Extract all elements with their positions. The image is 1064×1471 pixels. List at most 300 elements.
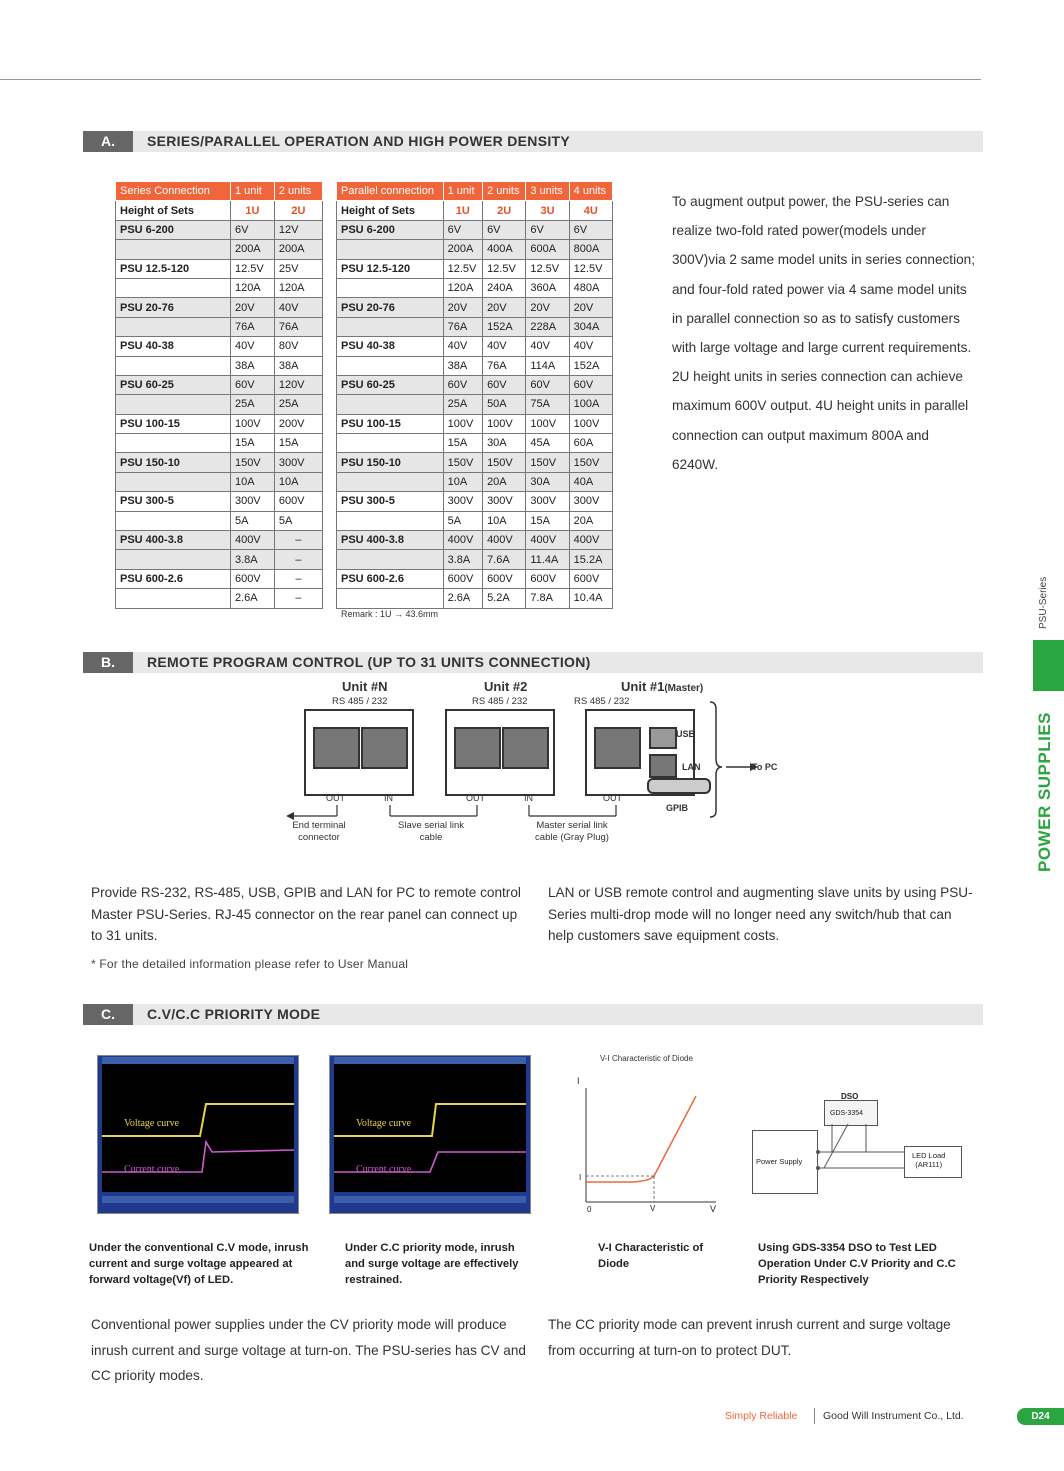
value-cell: 25A xyxy=(230,395,274,414)
table-row xyxy=(337,589,613,608)
value-cell: 100V xyxy=(443,414,482,433)
table-row xyxy=(116,298,323,317)
setup-wiring xyxy=(752,1090,982,1200)
caption-dso-test: Using GDS-3354 DSO to Test LED Operation Under C.V Priority and C.C Priority Respectively xyxy=(758,1242,956,1286)
value-cell: 38A xyxy=(274,356,322,375)
value-cell: 12.5V xyxy=(526,259,569,278)
model-cell: PSU 60-25 xyxy=(337,375,444,394)
value-cell: 6V xyxy=(526,220,569,239)
value-cell: 120A xyxy=(443,278,482,297)
unit-1-name: Unit #1 xyxy=(621,679,665,694)
table-row xyxy=(337,220,613,239)
value-cell: 12.5V xyxy=(483,259,526,278)
model-cell xyxy=(116,550,231,569)
value-cell: 40A xyxy=(569,472,612,491)
value-cell: 10A xyxy=(483,511,526,530)
table-row xyxy=(337,278,613,297)
value-cell: 100V xyxy=(569,414,612,433)
model-cell: PSU 600-2.6 xyxy=(337,569,444,588)
unit-n-out-label: OUT xyxy=(326,793,345,803)
value-cell: 60V xyxy=(569,375,612,394)
height-cell: 4U xyxy=(569,201,612,220)
dso-test-setup-diagram xyxy=(752,1090,982,1200)
value-cell: 20V xyxy=(230,298,274,317)
table-row xyxy=(116,453,323,472)
height-row xyxy=(337,201,613,220)
remote-control-diagram xyxy=(280,675,800,855)
table-row xyxy=(116,317,323,336)
value-cell: 6V xyxy=(483,220,526,239)
model-cell xyxy=(116,395,231,414)
value-cell: 300V xyxy=(230,492,274,511)
table-row xyxy=(116,395,323,414)
value-cell: 600A xyxy=(526,240,569,259)
value-cell: 76A xyxy=(274,317,322,336)
dso-label: DSO xyxy=(841,1092,859,1101)
model-cell xyxy=(116,240,231,259)
value-cell: 120A xyxy=(274,278,322,297)
value-cell: 6V xyxy=(569,220,612,239)
value-cell: 10A xyxy=(230,472,274,491)
value-cell: 152A xyxy=(569,356,612,375)
vi-curve-plot xyxy=(570,1048,730,1218)
unit-2-title: Unit #2 xyxy=(484,679,528,694)
value-cell: 120V xyxy=(274,375,322,394)
footer-company: Good Will Instrument Co., Ltd. xyxy=(823,1410,964,1422)
unit-n-port-label: RS 485 / 232 xyxy=(332,696,388,707)
height-cell: 1U xyxy=(443,201,482,220)
value-cell: 480A xyxy=(569,278,612,297)
value-cell: 5.2A xyxy=(483,589,526,608)
model-cell xyxy=(337,278,444,297)
table-row xyxy=(337,550,613,569)
footer-divider xyxy=(814,1408,815,1424)
value-cell: 2.6A xyxy=(443,589,482,608)
table-header-row xyxy=(337,182,613,201)
cc-mode-scope-screenshot xyxy=(329,1055,531,1214)
model-cell: PSU 6-200 xyxy=(116,220,231,239)
model-cell xyxy=(116,278,231,297)
table-row xyxy=(337,472,613,491)
value-cell: 5A xyxy=(443,511,482,530)
section-title: C.V/C.C PRIORITY MODE xyxy=(147,1006,321,1022)
cv-mode-scope-screenshot xyxy=(97,1055,299,1214)
value-cell: 150V xyxy=(569,453,612,472)
vi-graph-title: V-I Characteristic of Diode xyxy=(600,1054,693,1063)
value-cell: 60V xyxy=(526,375,569,394)
value-cell: 600V xyxy=(569,569,612,588)
value-cell: 150V xyxy=(483,453,526,472)
value-cell: 150V xyxy=(526,453,569,472)
model-cell: PSU 100-15 xyxy=(337,414,444,433)
value-cell: 38A xyxy=(443,356,482,375)
table-header-cell: 1 unit xyxy=(443,182,482,201)
height-cell: Height of Sets xyxy=(116,201,231,220)
table-row xyxy=(116,220,323,239)
value-cell: 15A xyxy=(526,511,569,530)
value-cell: 15.2A xyxy=(569,550,612,569)
table-row xyxy=(116,472,323,491)
value-cell: 20A xyxy=(483,472,526,491)
value-cell: 20V xyxy=(483,298,526,317)
section-a-header xyxy=(83,131,983,152)
table-row xyxy=(337,434,613,453)
value-cell: 600V xyxy=(274,492,322,511)
scope-screen xyxy=(102,1064,294,1192)
value-cell: 7.8A xyxy=(526,589,569,608)
section-b-header xyxy=(83,652,983,673)
model-cell: PSU 600-2.6 xyxy=(116,569,231,588)
table-row xyxy=(337,317,613,336)
value-cell: 200A xyxy=(230,240,274,259)
value-cell: 60V xyxy=(483,375,526,394)
unit-2-out-label: OUT xyxy=(466,793,485,803)
unit-n-title: Unit #N xyxy=(342,679,388,694)
model-cell xyxy=(337,240,444,259)
value-cell: – xyxy=(274,550,322,569)
value-cell: 300V xyxy=(526,492,569,511)
value-cell: 800A xyxy=(569,240,612,259)
section-b-left-paragraph: Provide RS-232, RS-485, USB, GPIB and LAN for PC to remote control Master PSU-Series. RJ-45 connector on the rear panel can connect up to 31 units. xyxy=(91,885,521,943)
value-cell: 12.5V xyxy=(230,259,274,278)
value-cell: 40V xyxy=(230,337,274,356)
table-row xyxy=(337,240,613,259)
master-link-label xyxy=(524,820,620,844)
scope-bottom-bar xyxy=(334,1196,526,1203)
series-connection-table xyxy=(115,181,323,609)
gpib-label: GPIB xyxy=(666,803,689,813)
table-row xyxy=(337,259,613,278)
end-terminal-line-2: connector xyxy=(298,832,340,843)
section-letter: C. xyxy=(83,1004,133,1025)
unit-1-out-label: OUT xyxy=(603,793,622,803)
scope-top-bar xyxy=(102,1057,294,1064)
value-cell: 600V xyxy=(230,569,274,588)
value-cell: 15A xyxy=(274,434,322,453)
model-cell: PSU 6-200 xyxy=(337,220,444,239)
value-cell: 100A xyxy=(569,395,612,414)
value-cell: 400V xyxy=(569,531,612,550)
vi-origin: 0 xyxy=(587,1205,592,1214)
model-cell xyxy=(337,395,444,414)
section-letter: A. xyxy=(83,131,133,152)
to-pc-label: To PC xyxy=(752,762,778,772)
table-row xyxy=(337,569,613,588)
scope-bottom-bar xyxy=(102,1196,294,1203)
section-title: SERIES/PARALLEL OPERATION AND HIGH POWER DENSITY xyxy=(147,133,571,149)
value-cell: 304A xyxy=(569,317,612,336)
value-cell: 150V xyxy=(230,453,274,472)
value-cell: 30A xyxy=(483,434,526,453)
value-cell: 5A xyxy=(230,511,274,530)
value-cell: 400A xyxy=(483,240,526,259)
unit-2-in-label: IN xyxy=(524,793,533,803)
value-cell: 152A xyxy=(483,317,526,336)
model-cell: PSU 12.5-120 xyxy=(337,259,444,278)
series-side-label: PSU-Series xyxy=(1038,576,1049,629)
table-header-cell: 4 units xyxy=(569,182,612,201)
led-load-line-1: LED Load xyxy=(912,1151,946,1160)
value-cell: 40V xyxy=(443,337,482,356)
value-cell: 400V xyxy=(443,531,482,550)
value-cell: 30A xyxy=(526,472,569,491)
model-cell: PSU 300-5 xyxy=(337,492,444,511)
model-cell xyxy=(337,511,444,530)
usb-label: USB xyxy=(676,729,696,739)
table-header-cell: 2 units xyxy=(274,182,322,201)
model-cell: PSU 400-3.8 xyxy=(337,531,444,550)
value-cell: 400V xyxy=(230,531,274,550)
value-cell: 2.6A xyxy=(230,589,274,608)
value-cell: 228A xyxy=(526,317,569,336)
end-terminal-label xyxy=(289,820,349,844)
vi-vf-label: V xyxy=(650,1204,656,1213)
table-row xyxy=(337,298,613,317)
voltage-curve-label: Voltage curve xyxy=(356,1118,412,1129)
value-cell: 25V xyxy=(274,259,322,278)
value-cell: 300V xyxy=(274,453,322,472)
model-cell xyxy=(116,511,231,530)
value-cell: 10A xyxy=(274,472,322,491)
value-cell: 5A xyxy=(274,511,322,530)
model-cell: PSU 150-10 xyxy=(116,453,231,472)
value-cell: 7.6A xyxy=(483,550,526,569)
value-cell: 600V xyxy=(526,569,569,588)
vi-if-label: I xyxy=(579,1173,582,1182)
value-cell: 40V xyxy=(483,337,526,356)
table-header-row xyxy=(116,182,323,201)
value-cell: 400V xyxy=(526,531,569,550)
section-a-paragraph: To augment output power, the PSU-series can realize two-fold rated power(models under 300V)via 2 same model units in series connection; and four-fold rated power via 4 same model units in parallel connection so as to satisfy customers with large voltage and large current requirements. 2U height units in series connection can achieve maximum 600V output. 4U height units in parallel connection can output maximum 800A and 6240W. xyxy=(672,194,975,472)
table-row xyxy=(116,531,323,550)
parallel-connection-table xyxy=(336,181,613,609)
model-cell xyxy=(337,434,444,453)
table-header-cell: Series Connection xyxy=(116,182,231,201)
value-cell: 200A xyxy=(274,240,322,259)
model-cell xyxy=(116,356,231,375)
value-cell: – xyxy=(274,569,322,588)
table-row xyxy=(116,414,323,433)
value-cell: 360A xyxy=(526,278,569,297)
footer-brand: Simply Reliable xyxy=(725,1410,798,1422)
model-cell xyxy=(337,356,444,375)
value-cell: 300V xyxy=(569,492,612,511)
table-row xyxy=(116,259,323,278)
table-row xyxy=(116,434,323,453)
table-row xyxy=(337,531,613,550)
model-cell: PSU 150-10 xyxy=(337,453,444,472)
model-cell xyxy=(116,589,231,608)
table-row xyxy=(116,356,323,375)
value-cell: 600V xyxy=(483,569,526,588)
table-row xyxy=(337,337,613,356)
value-cell: 40V xyxy=(274,298,322,317)
model-cell xyxy=(337,589,444,608)
value-cell: 25A xyxy=(443,395,482,414)
caption-cv-mode: Under the conventional C.V mode, inrush current and surge voltage appeared at forward voltage(Vf) of LED. xyxy=(89,1242,309,1286)
model-cell: PSU 40-38 xyxy=(116,337,231,356)
table-row xyxy=(116,550,323,569)
model-cell xyxy=(337,317,444,336)
model-cell: PSU 100-15 xyxy=(116,414,231,433)
value-cell: 40V xyxy=(569,337,612,356)
power-supply-label: Power Supply xyxy=(756,1157,803,1166)
value-cell: 80V xyxy=(274,337,322,356)
value-cell: 300V xyxy=(443,492,482,511)
vi-characteristic-graph xyxy=(570,1048,730,1218)
value-cell: 100V xyxy=(483,414,526,433)
gds-label: GDS-3354 xyxy=(830,1110,864,1117)
table-row xyxy=(337,453,613,472)
value-cell: 12V xyxy=(274,220,322,239)
value-cell: – xyxy=(274,531,322,550)
value-cell: 12.5V xyxy=(569,259,612,278)
model-cell: PSU 20-76 xyxy=(116,298,231,317)
led-load-line-2: (AR111) xyxy=(915,1160,943,1169)
section-c-right-paragraph: The CC priority mode can prevent inrush current and surge voltage from occurring at turn-on to protect DUT. xyxy=(548,1317,951,1358)
model-cell xyxy=(116,317,231,336)
value-cell: 60V xyxy=(230,375,274,394)
master-tag: (Master) xyxy=(664,683,704,694)
top-rule xyxy=(0,79,981,80)
table-row xyxy=(337,414,613,433)
scope-screen xyxy=(334,1064,526,1192)
table-header-cell: 1 unit xyxy=(230,182,274,201)
section-c-left-paragraph: Conventional power supplies under the CV priority mode will produce inrush current and surge voltage at turn-on. The PSU-series has CV and CC priority modes. xyxy=(91,1317,526,1383)
table-row xyxy=(116,240,323,259)
height-row xyxy=(116,201,323,220)
voltage-curve-label: Voltage curve xyxy=(124,1118,180,1129)
section-letter: B. xyxy=(83,652,133,673)
model-cell: PSU 60-25 xyxy=(116,375,231,394)
value-cell: 11.4A xyxy=(526,550,569,569)
value-cell: 76A xyxy=(443,317,482,336)
unit-n-in-label: IN xyxy=(384,793,393,803)
value-cell: 100V xyxy=(526,414,569,433)
value-cell: 300V xyxy=(483,492,526,511)
table-row xyxy=(337,511,613,530)
scope-top-bar xyxy=(334,1057,526,1064)
end-terminal-line-1: End terminal xyxy=(292,820,346,831)
model-cell xyxy=(337,472,444,491)
value-cell: 150V xyxy=(443,453,482,472)
table-row xyxy=(116,511,323,530)
section-title: REMOTE PROGRAM CONTROL (UP TO 31 UNITS CONNECTION) xyxy=(147,654,591,670)
vi-axis-i: I xyxy=(577,1076,580,1086)
value-cell: 76A xyxy=(483,356,526,375)
value-cell: 76A xyxy=(230,317,274,336)
table-row xyxy=(116,337,323,356)
value-cell: 600V xyxy=(443,569,482,588)
model-cell: PSU 300-5 xyxy=(116,492,231,511)
caption-vi-diode: V-I Characteristic of Diode xyxy=(598,1242,704,1270)
model-cell: PSU 20-76 xyxy=(337,298,444,317)
value-cell: 45A xyxy=(526,434,569,453)
value-cell: – xyxy=(274,589,322,608)
current-curve-label: Current curve xyxy=(356,1164,412,1175)
value-cell: 6V xyxy=(230,220,274,239)
height-cell: 2U xyxy=(274,201,322,220)
slave-link-line-1: Slave serial link xyxy=(398,820,464,831)
table-header-cell: 2 units xyxy=(483,182,526,201)
value-cell: 200V xyxy=(274,414,322,433)
value-cell: 240A xyxy=(483,278,526,297)
model-cell xyxy=(116,472,231,491)
value-cell: 20V xyxy=(443,298,482,317)
lan-label: LAN xyxy=(682,762,701,772)
table-header-cell: Parallel connection xyxy=(337,182,444,201)
page-number: D24 xyxy=(1017,1408,1064,1425)
table-row xyxy=(116,589,323,608)
section-b-right-paragraph: LAN or USB remote control and augmenting slave units by using PSU-Series multi-drop mode will no longer need any switch/hub that can help customers save equipment costs. xyxy=(548,885,973,943)
value-cell: 200A xyxy=(443,240,482,259)
table-row xyxy=(337,356,613,375)
height-cell: 3U xyxy=(526,201,569,220)
table-row xyxy=(337,395,613,414)
section-c-header xyxy=(83,1004,983,1025)
value-cell: 75A xyxy=(526,395,569,414)
slave-link-line-2: cable xyxy=(419,832,443,843)
unit-1-port-label: RS 485 / 232 xyxy=(574,696,630,707)
value-cell: 60V xyxy=(443,375,482,394)
value-cell: 25A xyxy=(274,395,322,414)
master-link-line-2: cable (Gray Plug) xyxy=(535,832,609,843)
value-cell: 3.8A xyxy=(230,550,274,569)
height-cell: 1U xyxy=(230,201,274,220)
model-cell: PSU 12.5-120 xyxy=(116,259,231,278)
value-cell: 60A xyxy=(569,434,612,453)
table-row xyxy=(116,375,323,394)
value-cell: 10A xyxy=(443,472,482,491)
model-cell: PSU 40-38 xyxy=(337,337,444,356)
table-row xyxy=(337,375,613,394)
value-cell: 20V xyxy=(526,298,569,317)
value-cell: 38A xyxy=(230,356,274,375)
value-cell: 100V xyxy=(230,414,274,433)
slave-link-label xyxy=(393,820,469,844)
current-curve-label: Current curve xyxy=(124,1164,180,1175)
value-cell: 6V xyxy=(443,220,482,239)
category-label: POWER SUPPLIES xyxy=(1035,711,1054,872)
category-tab xyxy=(1033,640,1064,691)
master-link-line-1: Master serial link xyxy=(536,820,608,831)
height-cell: 2U xyxy=(483,201,526,220)
value-cell: 10.4A xyxy=(569,589,612,608)
user-manual-note: * For the detailed information please refer to User Manual xyxy=(91,957,409,971)
value-cell: 20V xyxy=(569,298,612,317)
value-cell: 114A xyxy=(526,356,569,375)
table-row xyxy=(116,492,323,511)
model-cell: PSU 400-3.8 xyxy=(116,531,231,550)
value-cell: 15A xyxy=(443,434,482,453)
value-cell: 3.8A xyxy=(443,550,482,569)
value-cell: 40V xyxy=(526,337,569,356)
table-remark: Remark : 1U → 43.6mm xyxy=(341,609,439,619)
value-cell: 400V xyxy=(483,531,526,550)
unit-2-port-label: RS 485 / 232 xyxy=(472,696,528,707)
value-cell: 20A xyxy=(569,511,612,530)
table-row xyxy=(116,569,323,588)
value-cell: 50A xyxy=(483,395,526,414)
caption-cc-mode: Under C.C priority mode, inrush and surge voltage are effectively restrained. xyxy=(345,1242,519,1286)
value-cell: 15A xyxy=(230,434,274,453)
table-row xyxy=(116,278,323,297)
height-cell: Height of Sets xyxy=(337,201,444,220)
value-cell: 120A xyxy=(230,278,274,297)
table-row xyxy=(337,492,613,511)
value-cell: 12.5V xyxy=(443,259,482,278)
model-cell xyxy=(337,550,444,569)
